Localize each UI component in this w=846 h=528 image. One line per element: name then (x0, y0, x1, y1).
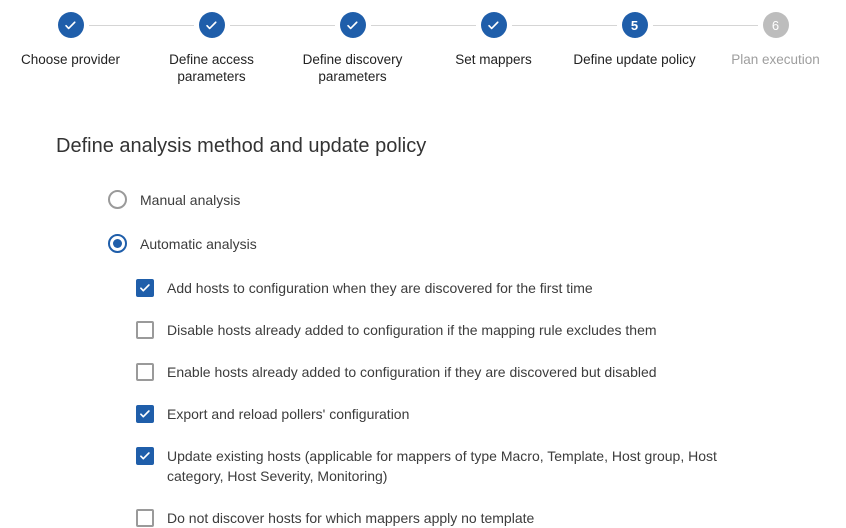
stepper-step-set-mappers[interactable] (423, 12, 564, 68)
radio-automatic-analysis[interactable] (108, 234, 846, 253)
stepper-step-plan-execution[interactable] (705, 12, 846, 68)
checkbox-row-no-template-hosts[interactable] (136, 508, 846, 528)
stepper-step-define-discovery-parameters[interactable] (282, 12, 423, 85)
checkbox-export-reload-pollers-label: Export and reload pollers' configuration (167, 406, 410, 422)
stepper-step-choose-provider[interactable] (0, 12, 141, 68)
radio-automatic-analysis-indicator[interactable] (108, 234, 127, 253)
radio-manual-analysis-indicator[interactable] (108, 190, 127, 209)
checkbox-disable-hosts-label: Disable hosts already added to configuration if the mapping rule excludes them (167, 322, 657, 338)
check-icon (205, 19, 218, 32)
checkbox-export-reload-pollers[interactable] (136, 405, 154, 423)
update-policy-options-list (136, 278, 846, 528)
checkbox-no-template-hosts-label: Do not discover hosts for which mappers apply no template (167, 510, 535, 526)
stepper-step-6-number: 6 (771, 17, 780, 33)
stepper-step-define-access-parameters[interactable] (141, 12, 282, 85)
checkbox-row-export-reload-pollers[interactable] (136, 404, 846, 424)
checkbox-add-hosts[interactable] (136, 279, 154, 297)
checkbox-enable-hosts-label: Enable hosts already added to configuration if they are discovered but disabled (167, 364, 657, 380)
update-policy-panel (0, 85, 846, 528)
check-icon (487, 19, 500, 32)
stepper-step-5-label: Define update policy (573, 52, 696, 67)
checkbox-row-disable-hosts[interactable] (136, 320, 846, 340)
stepper-step-5-circle[interactable] (622, 12, 648, 38)
checkbox-row-enable-hosts[interactable] (136, 362, 846, 382)
stepper-step-6-circle[interactable] (763, 12, 789, 38)
stepper-step-1-circle[interactable] (58, 12, 84, 38)
stepper-step-define-update-policy[interactable] (564, 12, 705, 68)
radio-automatic-analysis-label: Automatic analysis (140, 235, 257, 252)
checkbox-enable-hosts[interactable] (136, 363, 154, 381)
stepper-step-1-label: Choose provider (20, 52, 121, 67)
stepper-step-5-number: 5 (630, 17, 639, 33)
stepper-connector (564, 25, 617, 26)
checkbox-row-update-existing-hosts[interactable] (136, 446, 846, 486)
checkbox-no-template-hosts[interactable] (136, 509, 154, 527)
stepper-step-2-label: Define access parameters (169, 52, 254, 84)
stepper-step-4-label: Set mappers (455, 52, 532, 67)
checkbox-update-existing-hosts[interactable] (136, 447, 154, 465)
checkbox-add-hosts-label: Add hosts to configuration when they are discovered for the first time (167, 280, 593, 296)
radio-manual-analysis-label: Manual analysis (140, 191, 241, 208)
checkbox-row-add-hosts[interactable] (136, 278, 846, 298)
stepper-step-3-circle[interactable] (340, 12, 366, 38)
stepper-connector (371, 25, 424, 26)
stepper-connector (282, 25, 335, 26)
check-icon (346, 19, 359, 32)
stepper-step-3-label: Define discovery parameters (302, 52, 403, 84)
stepper-connector (423, 25, 476, 26)
stepper-connector (705, 25, 758, 26)
check-icon (64, 19, 77, 32)
stepper-connector (141, 25, 194, 26)
page-title: Define analysis method and update policy (56, 135, 427, 157)
stepper-connector (653, 25, 706, 26)
stepper-step-6-label: Plan execution (731, 52, 820, 67)
checkbox-disable-hosts[interactable] (136, 321, 154, 339)
checkbox-update-existing-hosts-label: Update existing hosts (applicable for mappers of type Macro, Template, Host group, Host category, Host Severity, Monitoring) (167, 448, 717, 484)
stepper-step-4-circle[interactable] (481, 12, 507, 38)
stepper-connector (89, 25, 142, 26)
radio-manual-analysis[interactable] (108, 190, 846, 209)
stepper-step-2-circle[interactable] (199, 12, 225, 38)
stepper-connector (230, 25, 283, 26)
wizard-stepper (0, 0, 846, 85)
stepper-connector (512, 25, 565, 26)
